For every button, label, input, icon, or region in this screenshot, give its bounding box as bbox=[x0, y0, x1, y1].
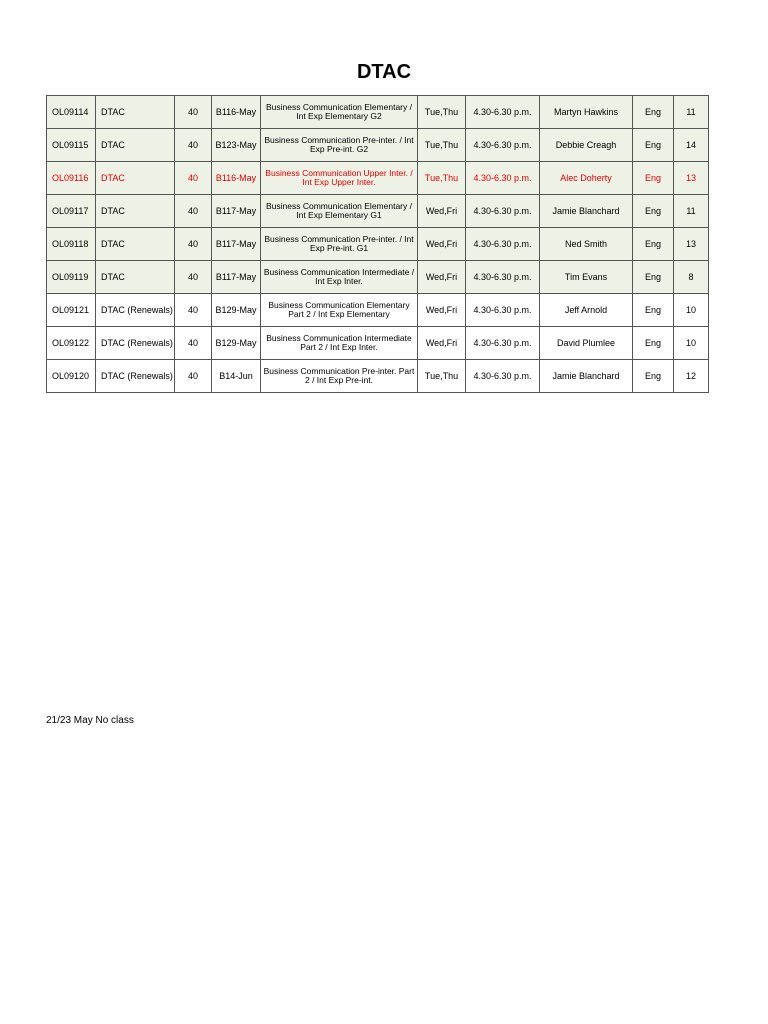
table-row bbox=[47, 360, 709, 393]
teacher-cell: Alec Doherty bbox=[540, 162, 633, 195]
client-cell: DTAC bbox=[96, 129, 175, 162]
days-cell: Wed,Fri bbox=[418, 195, 466, 228]
teacher-cell: Jamie Blanchard bbox=[540, 360, 633, 393]
language-cell: Eng bbox=[633, 327, 674, 360]
teacher-cell: Ned Smith bbox=[540, 228, 633, 261]
course-cell: Business Communication Pre-inter. Part 2 / Int Exp Pre-int. bbox=[261, 360, 418, 393]
batch-cell: B129-May bbox=[212, 327, 261, 360]
page-title: DTAC bbox=[356, 61, 412, 83]
language-cell: Eng bbox=[633, 261, 674, 294]
time-cell: 4.30-6.30 p.m. bbox=[466, 294, 540, 327]
client-cell: DTAC bbox=[96, 261, 175, 294]
course-cell: Business Communication Elementary / Int Exp Elementary G1 bbox=[261, 195, 418, 228]
time-cell: 4.30-6.30 p.m. bbox=[466, 195, 540, 228]
language-cell: Eng bbox=[633, 162, 674, 195]
language-cell: Eng bbox=[633, 96, 674, 129]
class-code-cell: OL09119 bbox=[47, 261, 96, 294]
count-cell: 13 bbox=[674, 228, 709, 261]
hours-cell: 40 bbox=[175, 228, 212, 261]
course-cell: Business Communication Pre-inter. / Int Exp Pre-int. G1 bbox=[261, 228, 418, 261]
hours-cell: 40 bbox=[175, 162, 212, 195]
days-cell: Wed,Fri bbox=[418, 294, 466, 327]
course-cell: Business Communication Pre-inter. / Int Exp Pre-int. G2 bbox=[261, 129, 418, 162]
table-row bbox=[47, 195, 709, 228]
teacher-cell: Debbie Creagh bbox=[540, 129, 633, 162]
course-cell: Business Communication Intermediate Part 2 / Int Exp Inter. bbox=[261, 327, 418, 360]
batch-cell: B123-May bbox=[212, 129, 261, 162]
hours-cell: 40 bbox=[175, 294, 212, 327]
language-cell: Eng bbox=[633, 129, 674, 162]
language-cell: Eng bbox=[633, 294, 674, 327]
no-class-note: 21/23 May No class bbox=[46, 715, 134, 726]
teacher-cell: Tim Evans bbox=[540, 261, 633, 294]
time-cell: 4.30-6.30 p.m. bbox=[466, 327, 540, 360]
class-code-cell: OL09122 bbox=[47, 327, 96, 360]
teacher-cell: Jamie Blanchard bbox=[540, 195, 633, 228]
batch-cell: B116-May bbox=[212, 162, 261, 195]
course-cell: Business Communication Upper Inter. / Int Exp Upper Inter. bbox=[261, 162, 418, 195]
days-cell: Wed,Fri bbox=[418, 228, 466, 261]
client-cell: DTAC bbox=[96, 228, 175, 261]
days-cell: Tue,Thu bbox=[418, 96, 466, 129]
class-code-cell: OL09114 bbox=[47, 96, 96, 129]
days-cell: Tue,Thu bbox=[418, 360, 466, 393]
days-cell: Wed,Fri bbox=[418, 327, 466, 360]
hours-cell: 40 bbox=[175, 195, 212, 228]
count-cell: 11 bbox=[674, 195, 709, 228]
batch-cell: B117-May bbox=[212, 228, 261, 261]
class-code-cell: OL09121 bbox=[47, 294, 96, 327]
class-code-cell: OL09115 bbox=[47, 129, 96, 162]
teacher-cell: Martyn Hawkins bbox=[540, 96, 633, 129]
count-cell: 14 bbox=[674, 129, 709, 162]
time-cell: 4.30-6.30 p.m. bbox=[466, 162, 540, 195]
table-row-highlighted bbox=[47, 162, 709, 195]
count-cell: 8 bbox=[674, 261, 709, 294]
client-cell: DTAC (Renewals) bbox=[96, 294, 175, 327]
hours-cell: 40 bbox=[175, 96, 212, 129]
class-code-cell: OL09120 bbox=[47, 360, 96, 393]
hours-cell: 40 bbox=[175, 261, 212, 294]
course-cell: Business Communication Elementary / Int Exp Elementary G2 bbox=[261, 96, 418, 129]
teacher-cell: David Plumlee bbox=[540, 327, 633, 360]
course-cell: Business Communication Intermediate / Int Exp Inter. bbox=[261, 261, 418, 294]
table-row bbox=[47, 261, 709, 294]
class-code-cell: OL09116 bbox=[47, 162, 96, 195]
batch-cell: B116-May bbox=[212, 96, 261, 129]
language-cell: Eng bbox=[633, 360, 674, 393]
days-cell: Tue,Thu bbox=[418, 162, 466, 195]
count-cell: 11 bbox=[674, 96, 709, 129]
course-cell: Business Communication Elementary Part 2 / Int Exp Elementary bbox=[261, 294, 418, 327]
class-code-cell: OL09117 bbox=[47, 195, 96, 228]
count-cell: 10 bbox=[674, 327, 709, 360]
client-cell: DTAC (Renewals) bbox=[96, 360, 175, 393]
days-cell: Wed,Fri bbox=[418, 261, 466, 294]
client-cell: DTAC bbox=[96, 195, 175, 228]
schedule-table bbox=[46, 95, 709, 393]
table-row bbox=[47, 96, 709, 129]
language-cell: Eng bbox=[633, 195, 674, 228]
table-row bbox=[47, 129, 709, 162]
time-cell: 4.30-6.30 p.m. bbox=[466, 129, 540, 162]
batch-cell: B117-May bbox=[212, 261, 261, 294]
table-row bbox=[47, 327, 709, 360]
time-cell: 4.30-6.30 p.m. bbox=[466, 228, 540, 261]
class-code-cell: OL09118 bbox=[47, 228, 96, 261]
time-cell: 4.30-6.30 p.m. bbox=[466, 96, 540, 129]
teacher-cell: Jeff Arnold bbox=[540, 294, 633, 327]
table-row bbox=[47, 228, 709, 261]
client-cell: DTAC bbox=[96, 96, 175, 129]
count-cell: 12 bbox=[674, 360, 709, 393]
time-cell: 4.30-6.30 p.m. bbox=[466, 261, 540, 294]
hours-cell: 40 bbox=[175, 129, 212, 162]
time-cell: 4.30-6.30 p.m. bbox=[466, 360, 540, 393]
language-cell: Eng bbox=[633, 228, 674, 261]
batch-cell: B117-May bbox=[212, 195, 261, 228]
table-row bbox=[47, 294, 709, 327]
batch-cell: B14-Jun bbox=[212, 360, 261, 393]
count-cell: 10 bbox=[674, 294, 709, 327]
days-cell: Tue,Thu bbox=[418, 129, 466, 162]
hours-cell: 40 bbox=[175, 360, 212, 393]
hours-cell: 40 bbox=[175, 327, 212, 360]
client-cell: DTAC (Renewals) bbox=[96, 327, 175, 360]
client-cell: DTAC bbox=[96, 162, 175, 195]
count-cell: 13 bbox=[674, 162, 709, 195]
batch-cell: B129-May bbox=[212, 294, 261, 327]
